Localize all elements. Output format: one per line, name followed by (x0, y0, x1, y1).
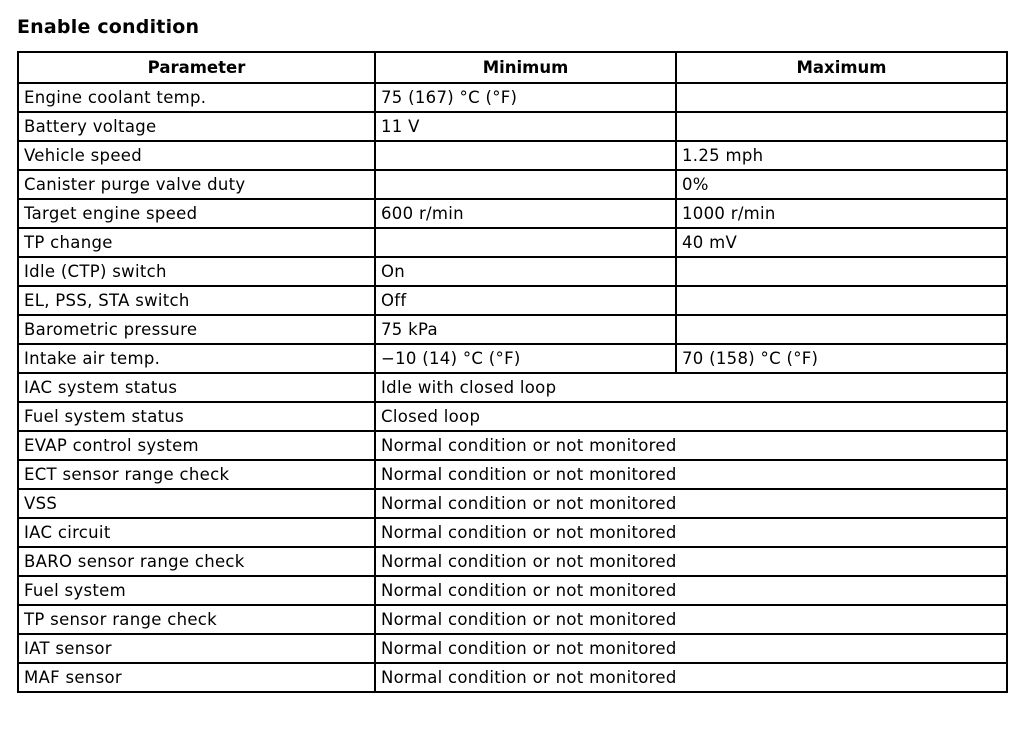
minimum-cell: 600 r/min (375, 199, 676, 228)
table-row (18, 141, 1007, 170)
table-row (18, 373, 1007, 402)
table-row (18, 663, 1007, 692)
maximum-cell: 70 (158) °C (°F) (676, 344, 1007, 373)
parameter-cell: IAC circuit (18, 518, 375, 547)
parameter-cell: Idle (CTP) switch (18, 257, 375, 286)
parameter-cell: MAF sensor (18, 663, 375, 692)
column-header-parameter: Parameter (18, 52, 375, 83)
minimum-cell: 75 kPa (375, 315, 676, 344)
parameter-cell: Fuel system status (18, 402, 375, 431)
parameter-cell: Battery voltage (18, 112, 375, 141)
condition-cell: Normal condition or not monitored (375, 489, 1007, 518)
table-row (18, 286, 1007, 315)
table-row (18, 170, 1007, 199)
condition-cell: Normal condition or not monitored (375, 634, 1007, 663)
minimum-cell: 11 V (375, 112, 676, 141)
table-row (18, 228, 1007, 257)
minimum-cell: −10 (14) °C (°F) (375, 344, 676, 373)
maximum-cell (676, 112, 1007, 141)
maximum-cell (676, 286, 1007, 315)
maximum-cell: 1000 r/min (676, 199, 1007, 228)
table-row (18, 489, 1007, 518)
minimum-cell: On (375, 257, 676, 286)
minimum-cell (375, 141, 676, 170)
maximum-cell (676, 257, 1007, 286)
page-title: Enable condition (17, 16, 200, 38)
parameter-cell: Intake air temp. (18, 344, 375, 373)
table-row (18, 257, 1007, 286)
parameter-cell: Vehicle speed (18, 141, 375, 170)
parameter-cell: EL, PSS, STA switch (18, 286, 375, 315)
table-row (18, 576, 1007, 605)
table-row (18, 431, 1007, 460)
parameter-cell: VSS (18, 489, 375, 518)
maximum-cell: 40 mV (676, 228, 1007, 257)
condition-cell: Normal condition or not monitored (375, 576, 1007, 605)
minimum-cell: Off (375, 286, 676, 315)
parameter-cell: Engine coolant temp. (18, 83, 375, 112)
minimum-cell: 75 (167) °C (°F) (375, 83, 676, 112)
table-row (18, 83, 1007, 112)
column-header-minimum: Minimum (375, 52, 676, 83)
minimum-cell (375, 228, 676, 257)
condition-cell: Closed loop (375, 402, 1007, 431)
maximum-cell (676, 315, 1007, 344)
maximum-cell: 0% (676, 170, 1007, 199)
condition-cell: Normal condition or not monitored (375, 518, 1007, 547)
condition-cell: Normal condition or not monitored (375, 460, 1007, 489)
table-row (18, 547, 1007, 576)
table-header-row (18, 52, 1007, 83)
parameter-cell: TP sensor range check (18, 605, 375, 634)
table-row (18, 112, 1007, 141)
column-header-maximum: Maximum (676, 52, 1007, 83)
condition-cell: Normal condition or not monitored (375, 547, 1007, 576)
parameter-cell: BARO sensor range check (18, 547, 375, 576)
table-row (18, 199, 1007, 228)
parameter-cell: Fuel system (18, 576, 375, 605)
table-row (18, 402, 1007, 431)
condition-cell: Normal condition or not monitored (375, 605, 1007, 634)
parameter-cell: EVAP control system (18, 431, 375, 460)
maximum-cell (676, 83, 1007, 112)
parameter-cell: Canister purge valve duty (18, 170, 375, 199)
table-row (18, 605, 1007, 634)
table-row (18, 344, 1007, 373)
parameter-cell: IAC system status (18, 373, 375, 402)
parameter-cell: TP change (18, 228, 375, 257)
condition-cell: Idle with closed loop (375, 373, 1007, 402)
condition-cell: Normal condition or not monitored (375, 663, 1007, 692)
parameter-cell: IAT sensor (18, 634, 375, 663)
table-row (18, 518, 1007, 547)
table-row (18, 460, 1007, 489)
maximum-cell: 1.25 mph (676, 141, 1007, 170)
parameter-cell: ECT sensor range check (18, 460, 375, 489)
enable-condition-table (17, 51, 1008, 693)
table-row (18, 315, 1007, 344)
minimum-cell (375, 170, 676, 199)
table-row (18, 634, 1007, 663)
parameter-cell: Target engine speed (18, 199, 375, 228)
parameter-cell: Barometric pressure (18, 315, 375, 344)
condition-cell: Normal condition or not monitored (375, 431, 1007, 460)
